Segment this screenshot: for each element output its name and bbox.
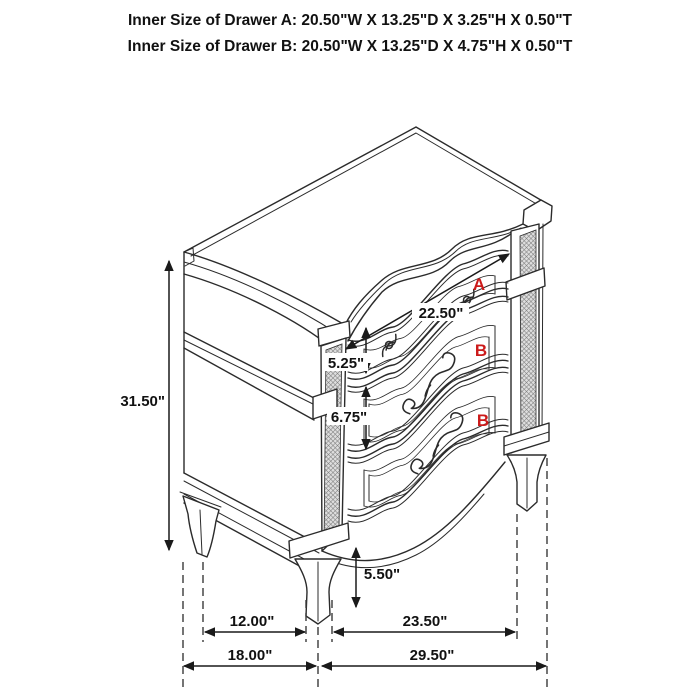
- nightstand: [180, 127, 552, 624]
- title-line-drawer-b: Inner Size of Drawer B: 20.50"W X 13.25"D X 4.75"H X 0.50"T: [127, 38, 573, 55]
- drawer-b-middle-letter: B: [474, 341, 488, 360]
- drawer-a-height-label: 5.25": [327, 355, 365, 372]
- right-post-mesh: [520, 230, 536, 448]
- drawer-b-height-label: 6.75": [330, 409, 368, 426]
- dim-overall-width: [322, 647, 546, 666]
- side-leg-spacing-label: 12.00": [229, 613, 275, 630]
- top-surface: [184, 127, 552, 348]
- side-mid-moulding-mid: [184, 340, 315, 405]
- front-right-post: [506, 224, 545, 453]
- dim-front-leg-spacing: [334, 613, 515, 632]
- overall-width-label: 29.50": [409, 647, 455, 664]
- side-mid-moulding-bottom: [184, 348, 314, 420]
- front-center-leg: [289, 523, 349, 624]
- legs: [180, 423, 549, 624]
- top-outline: [184, 127, 551, 325]
- drawer-a-letter: A: [472, 275, 486, 294]
- title-line-drawer-a: Inner Size of Drawer A: 20.50"W X 13.25"D X 3.25"H X 0.50"T: [127, 12, 573, 29]
- overall-height-label: 31.50": [120, 393, 165, 410]
- side-mid-moulding-top: [184, 332, 314, 398]
- drawer-b-bottom-letter: B: [476, 411, 490, 430]
- back-left-leg: [180, 492, 221, 557]
- dim-side-leg-spacing: [205, 613, 305, 632]
- apron-lower-curve: [326, 494, 484, 568]
- cabinet-right-edge: [542, 224, 543, 437]
- left-post-mesh: [324, 344, 342, 545]
- front-right-leg: [504, 423, 549, 511]
- apron-upper-curve: [322, 462, 505, 561]
- drawer-a-knob-left: [376, 334, 402, 356]
- overall-depth-label: 18.00": [227, 647, 273, 664]
- leg-height-label: 5.50": [363, 566, 401, 583]
- front-leg-spacing-label: 23.50": [402, 613, 448, 630]
- drawer-opening-width-label: 22.50": [418, 305, 464, 322]
- dim-overall-height: [120, 261, 169, 550]
- dim-overall-depth: [184, 647, 316, 666]
